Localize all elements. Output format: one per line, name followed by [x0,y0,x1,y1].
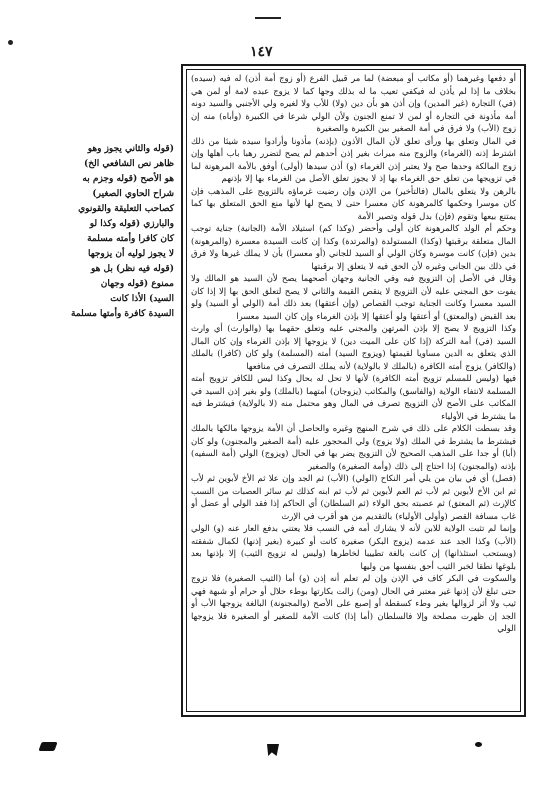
main-paragraph: (فصل) أي في بيان من يلي أمر النكاح (الولي) (الأب) ثم الجد وإن علا ثم الأخ لأبوين ثم لأب ثم ابن الأخ لأبوين ثم لأب ثم العم لأبوين ثم لأب ثم ابنه كذلك ثم سائر العصبات من النسب كالإرث (ثم المعتق) ثم عصبته بحق الولاء (ثم السلطان) أي الحاكم إذا فقد الولي أو عضل أو غاب مسافة القصر (وأولى الأولياء) بالتقديم من هو أقرب في الإرث [191,473,516,521]
page-number: ١٤٧ [250,44,273,60]
margin-dot [8,40,13,45]
gloss-line: كصاحب التعليقة والقونوي [78,204,174,214]
ink-blot [475,742,482,747]
main-paragraph: وقد بسطت الكلام على ذلك في شرح المنهج وغيره والحاصل أن الأمة يزوجها مالكها بالملك فيشترط ما يشترط في الملك (ولا يزوج) ولي المحجور عليه (أمة الصغير والمجنون) ولو كان (أبا) أو جدا على المذهب الصحيح لأن التزويج يضر بها في الحال (ويزوج) الولي (أمة السفيه) بإذنه (والمجنون) إذا احتاج إلى ذلك (وأمة الصغيرة) والصغير [191,423,516,471]
gloss-line: السيدة كافرة وأمتها مسلمة [71,309,174,319]
gloss-line: شراح الحاوي الصغير) [92,189,174,199]
header-rule [255,17,281,19]
ink-blot [267,744,279,756]
gloss-line: كان كافرا وأمته مسلمة [87,234,174,244]
gloss-line: السيد) الأذا كانت [110,294,174,304]
main-paragraph: في المال وتعلق بها ورأى تعلق لأن المال الأذون (بإذنه) مأذونا وأرادوا سيده شيئا من ذلك اشترط إذنه (الغرماء) والزوج منه ميراث بغير إذن أحدهم لم يصح لتضرر رهبا باب أهلها وإن زوج المالكة وحدها صح ولا يعتبر إذن الغرماء (و) أذن سيدها (أولى) أوفق بالأمة المرهونة لما في تزويجها من تعلق حق الغرماء بها إذ لا يجوز تعلق الأصل من الغرماء بها إلا بإذنهم [191,135,516,183]
gloss-line: لا يجوز لوليه أن يزوجها [87,249,174,259]
main-paragraph: وإنما لم تثبت الولاية للابن لأنه لا يشارك أمه في النسب فلا يعتني بدفع العار عنه (و) الولي (الأب) وكذا الجد عند عدمه (يزوج البكر) صغيرة كانت أو كبيرة (بغير إذنها) لكمال شفقته (ويستحب استئذانها) إن كانت بالغة تطييبا لخاطرها (وليس له تزويج الثيب) إلا بإذنها بعد بلوغها نطقا لخبر الثيب أحق بنفسها من وليها [191,523,516,571]
main-paragraph: بالرهن ولا يتعلق بالمال (فالتأخير) من الإذن وإن رضيت غرماؤه بالتزويج على المذهب فإن كان موسرا وحكمها كالمرهونة كان معسرا حتى لا يصح لها لأنها منع الحق المتعلق بها كما يمتنع بيعها وتقوم (فإن) بدل قوله وتصير الأمة [191,185,516,221]
main-paragraph: والسكوت في البكر كاف في الإذن وإن لم تعلم أنه إذن (و) أما (الثيب الصغيرة) فلا تزوج حتى تبلغ لأن إذنها غير معتبر في الحال (ومن) زالت بكارتها بوطء حلال أو حرام أو شبهة فهي ثيب ولا أثر لزوالها بغير وطء كسقطة أو إصبع على الأصح (والمجنونة) البالغة يزوجها الأب أو الجد إن ظهرت مصلحة وإلا فالسلطان (أما إذا) كانت الأمة للصغير أو الصغيرة فلا يزوجها الولي [191,573,516,633]
ink-blot [38,742,57,751]
main-paragraph: أو دفعها وغيرهما (أو مكاتب أو مبعضة) لما مر قبيل الفرع (أو زوج أمة أذن) له فيه (سيده) بخلاف ما إذا لم يأذن له فيكفي تعيب ما له بذلك وجها كما لا يزوج عبده لامة أو لمن هي (في) التجارة (غير المدين) وإن أذن هو بأن دين (ولا) للأب ولا لغيره ولي الأجنبي والسيد دونه أمة مأذونة في التجارة أو لمن لا تمنع الجنون ولأن الولي شرعا في الكبيرة (وأباه) منه إن زوج (الأب) ولا فرق في أمة الصغير بين الكبيرة والصغيرة [191,73,516,133]
marginal-gloss [6,142,174,322]
main-paragraph: وحكم أم الولد كالمرهونة كان أولى وأحضر (وكذا كم) استيلاد الأمة (الجانية) جناية توجب المال متعلقة برقبتها (وكذا) المستولدة (والمرتدة) وكذا إن كانت السيدة معسرة (والمرهونة) بدين (فإن) كانت موسرة وكان الولي أو السيد للجاني (أو معسرا) بأن لا يملك غيرها ولا فرق في ذلك بين الجاني وغيره لأن الحق فيه لا يتعلق إلا برقبتها [191,223,516,271]
gloss-line: هو الأصح (قوله وجزم به [82,174,174,184]
gloss-line: (قوله فيه نظر) بل هو [91,264,174,274]
main-paragraph: وقال في الأصل إن التزويج فيه وفي الجانية وجهان أصحهما يصح لأن السيد هو المالك ولا يفوت حق المجني عليه لأن التزويج لا ينقص القيمة والثاني لا يصح لتعلق الحق بها إلا إذا كان السيد معسرا وكانت الجناية توجب القصاص (وإن أعتقها) بعد ذلك أمة (الولي أو السيد) ولو بعد القبض (والمعتق) أو أعتقها ولو أعتقها إلا بإذن الغرماء وإن كان السيد معسرا [191,273,516,321]
main-text-block [191,72,516,709]
gloss-line: والبارزي (قوله وكذا لو [89,219,174,229]
gloss-line: ظاهر نص الشافعي الخ) [83,159,174,169]
gloss-line: ممنوع (قوله وجهان [100,279,174,289]
main-paragraph: وكذا التزويج لا يصح إلا بإذن المرتهن والمجني عليه وتعلق حقهما بها (والوارث) أي وارث السيد (في) أمة التركة (إذا كان على الميت دين) لا يزوجها إلا بإذن الغرماء وإن كان المال الذي يتعلق به الدين مساويا لقيمتها (ويزوج السيد) أمته (المسلمة) ولو كان (كافرا) بالملك (والكافر) يزوج أمته الكافرة (بالملك لا بالولاية) لأنه يملك التصرف في منافعها [191,323,516,371]
main-paragraph: فيها (وليس للمسلم تزويج أمته الكافرة) لأنها لا تحل له بحال وكذا ليس للكافر تزويج أمته المسلمة لانتفاء الولاية (والفاسق) والمكاتب (يزوجان) أمتهما (بالملك) ولو بغير إذن السيد في المكاتب على الأصح لأن التزويج تصرف في المال وهو محتمل منه (لا بالولاية) فيشترط فيه ما يشترط في الأولياء [191,373,516,421]
gloss-line: (قوله والثاني يجوز وهو [87,144,174,154]
main-text-frame [181,64,526,717]
